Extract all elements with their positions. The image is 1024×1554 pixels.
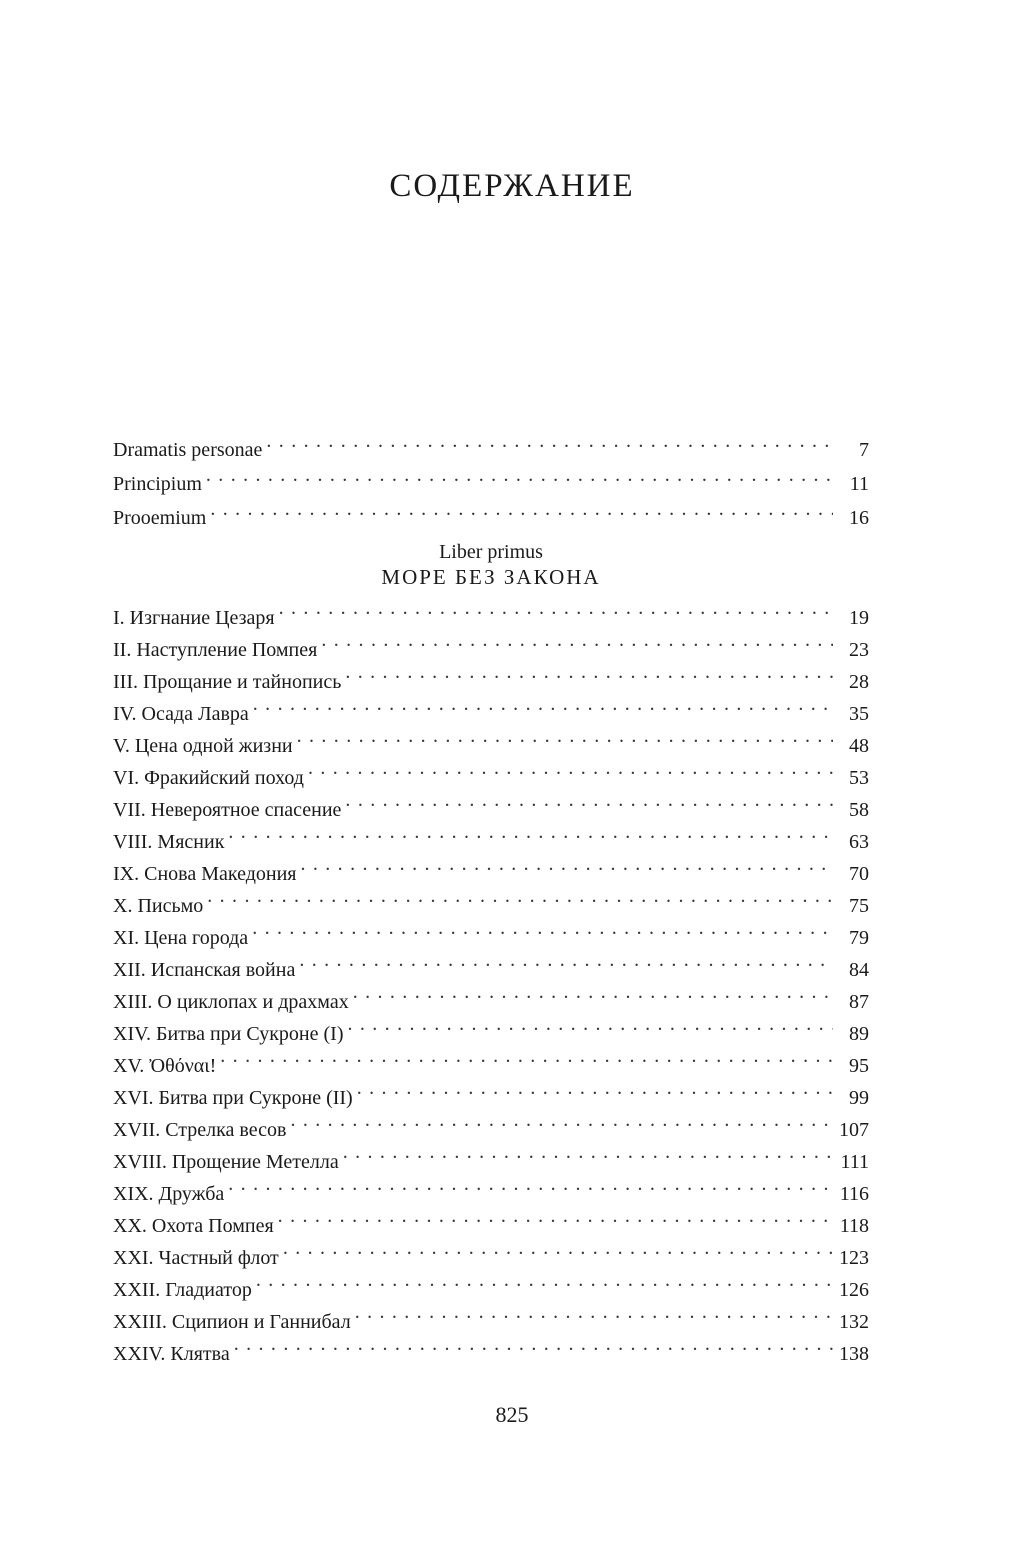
toc-leader-dots: [343, 1136, 833, 1168]
toc-entry-page: 70: [849, 863, 869, 885]
toc-entry-page: 87: [849, 991, 869, 1013]
toc-entry-label: XXI. Частный флот: [113, 1247, 279, 1269]
toc-entry: [113, 492, 869, 529]
toc-entry-label: XV. Ὀθόναι!: [113, 1055, 217, 1077]
toc-entry-label: XX. Охота Помпея: [113, 1215, 274, 1237]
toc-leader-dots: [256, 1264, 833, 1296]
toc-leader-dots: [299, 944, 833, 976]
toc-leader-dots: [228, 1168, 833, 1200]
toc-leader-dots: [207, 880, 833, 912]
toc-entry-label: X. Письмо: [113, 895, 204, 917]
toc-entry-label: Dramatis personae: [113, 439, 263, 461]
toc-entry-page: 89: [849, 1023, 869, 1045]
toc-leader-dots: [355, 1296, 833, 1328]
toc-entry-page: 63: [849, 831, 869, 853]
toc-entry: [113, 458, 869, 495]
front-matter-list: [113, 424, 869, 529]
toc-leader-dots: [347, 1008, 833, 1040]
toc-entry-page: 107: [839, 1119, 869, 1141]
toc-entry-page: 132: [839, 1311, 869, 1333]
toc-leader-dots: [353, 976, 833, 1008]
toc-entry-label: XVI. Битва при Сукроне (II): [113, 1087, 353, 1109]
toc-entry-page: 99: [849, 1087, 869, 1109]
page-title: СОДЕРЖАНИЕ: [389, 168, 635, 204]
toc-entry: [113, 1040, 869, 1077]
toc-entry-page: 23: [849, 639, 869, 661]
toc-entry: [113, 1072, 869, 1109]
table-of-contents: [113, 424, 869, 1365]
toc-entry-page: 84: [849, 959, 869, 981]
toc-leader-dots: [345, 656, 833, 688]
book-title: МОРЕ БЕЗ ЗАКОНА: [381, 565, 601, 589]
toc-entry-page: 53: [849, 767, 869, 789]
toc-entry-page: 16: [849, 507, 869, 529]
toc-entry-page: 58: [849, 799, 869, 821]
book-subtitle: Liber primus: [439, 541, 543, 563]
toc-leader-dots: [279, 592, 833, 624]
toc-entry-label: XIII. О циклопах и драхмах: [113, 991, 349, 1013]
toc-leader-dots: [290, 1104, 833, 1136]
toc-entry-label: VIII. Мясник: [113, 831, 225, 853]
toc-entry-label: II. Наступление Помпея: [113, 639, 318, 661]
toc-entry-page: 138: [839, 1343, 869, 1365]
toc-entry-label: XXIV. Клятва: [113, 1343, 230, 1365]
toc-leader-dots: [297, 720, 833, 752]
toc-entry-label: XXIII. Сципион и Ганнибал: [113, 1311, 351, 1333]
toc-entry-label: XII. Испанская война: [113, 959, 296, 981]
toc-leader-dots: [228, 816, 833, 848]
toc-leader-dots: [266, 424, 833, 456]
toc-entry-page: 126: [839, 1279, 869, 1301]
toc-entry-page: 19: [849, 607, 869, 629]
toc-leader-dots: [283, 1232, 833, 1264]
toc-leader-dots: [220, 1040, 833, 1072]
toc-entry-label: XIX. Дружба: [113, 1183, 225, 1205]
toc-entry-label: IX. Снова Македония: [113, 863, 297, 885]
toc-leader-dots: [321, 624, 833, 656]
toc-entry-label: XI. Цена города: [113, 927, 249, 949]
toc-entry-label: VII. Невероятное спасение: [113, 799, 342, 821]
toc-entry-page: 7: [859, 439, 869, 461]
toc-leader-dots: [345, 784, 833, 816]
toc-entry-label: I. Изгнание Цезаря: [113, 607, 275, 629]
toc-entry-page: 75: [849, 895, 869, 917]
toc-entry: [113, 912, 869, 949]
toc-entry-label: Principium: [113, 473, 202, 495]
toc-entry: [113, 592, 869, 629]
toc-entry-page: 28: [849, 671, 869, 693]
toc-leader-dots: [308, 752, 833, 784]
toc-entry-label: XVIII. Прощение Метелла: [113, 1151, 339, 1173]
toc-entry-page: 48: [849, 735, 869, 757]
toc-leader-dots: [234, 1328, 833, 1360]
toc-leader-dots: [206, 458, 833, 490]
toc-entry-label: XXII. Гладиатор: [113, 1279, 252, 1301]
toc-entry-label: VI. Фракийский поход: [113, 767, 304, 789]
toc-leader-dots: [210, 492, 833, 524]
toc-leader-dots: [300, 848, 833, 880]
toc-entry-page: 123: [839, 1247, 869, 1269]
toc-entry: [113, 880, 869, 917]
toc-entry-label: Prooemium: [113, 507, 207, 529]
toc-entry-label: III. Прощание и тайнопись: [113, 671, 342, 693]
toc-leader-dots: [278, 1200, 833, 1232]
toc-entry: [113, 424, 869, 461]
toc-leader-dots: [252, 912, 833, 944]
toc-entry-page: 35: [849, 703, 869, 725]
toc-entry-page: 95: [849, 1055, 869, 1077]
page-number: 825: [495, 1402, 529, 1427]
toc-leader-dots: [357, 1072, 833, 1104]
toc-entry-page: 79: [849, 927, 869, 949]
toc-entry-page: 116: [839, 1183, 869, 1205]
toc-entry-label: IV. Осада Лавра: [113, 703, 249, 725]
toc-entry-page: 111: [840, 1151, 869, 1173]
toc-leader-dots: [253, 688, 833, 720]
toc-entry-page: 118: [839, 1215, 869, 1237]
toc-entry-label: XIV. Битва при Сукроне (I): [113, 1023, 344, 1045]
toc-entry-label: V. Цена одной жизни: [113, 735, 293, 757]
book-heading: [113, 540, 869, 590]
toc-entry-label: XVII. Стрелка весов: [113, 1119, 287, 1141]
chapter-list: [113, 592, 869, 1365]
toc-entry-page: 11: [849, 473, 869, 495]
